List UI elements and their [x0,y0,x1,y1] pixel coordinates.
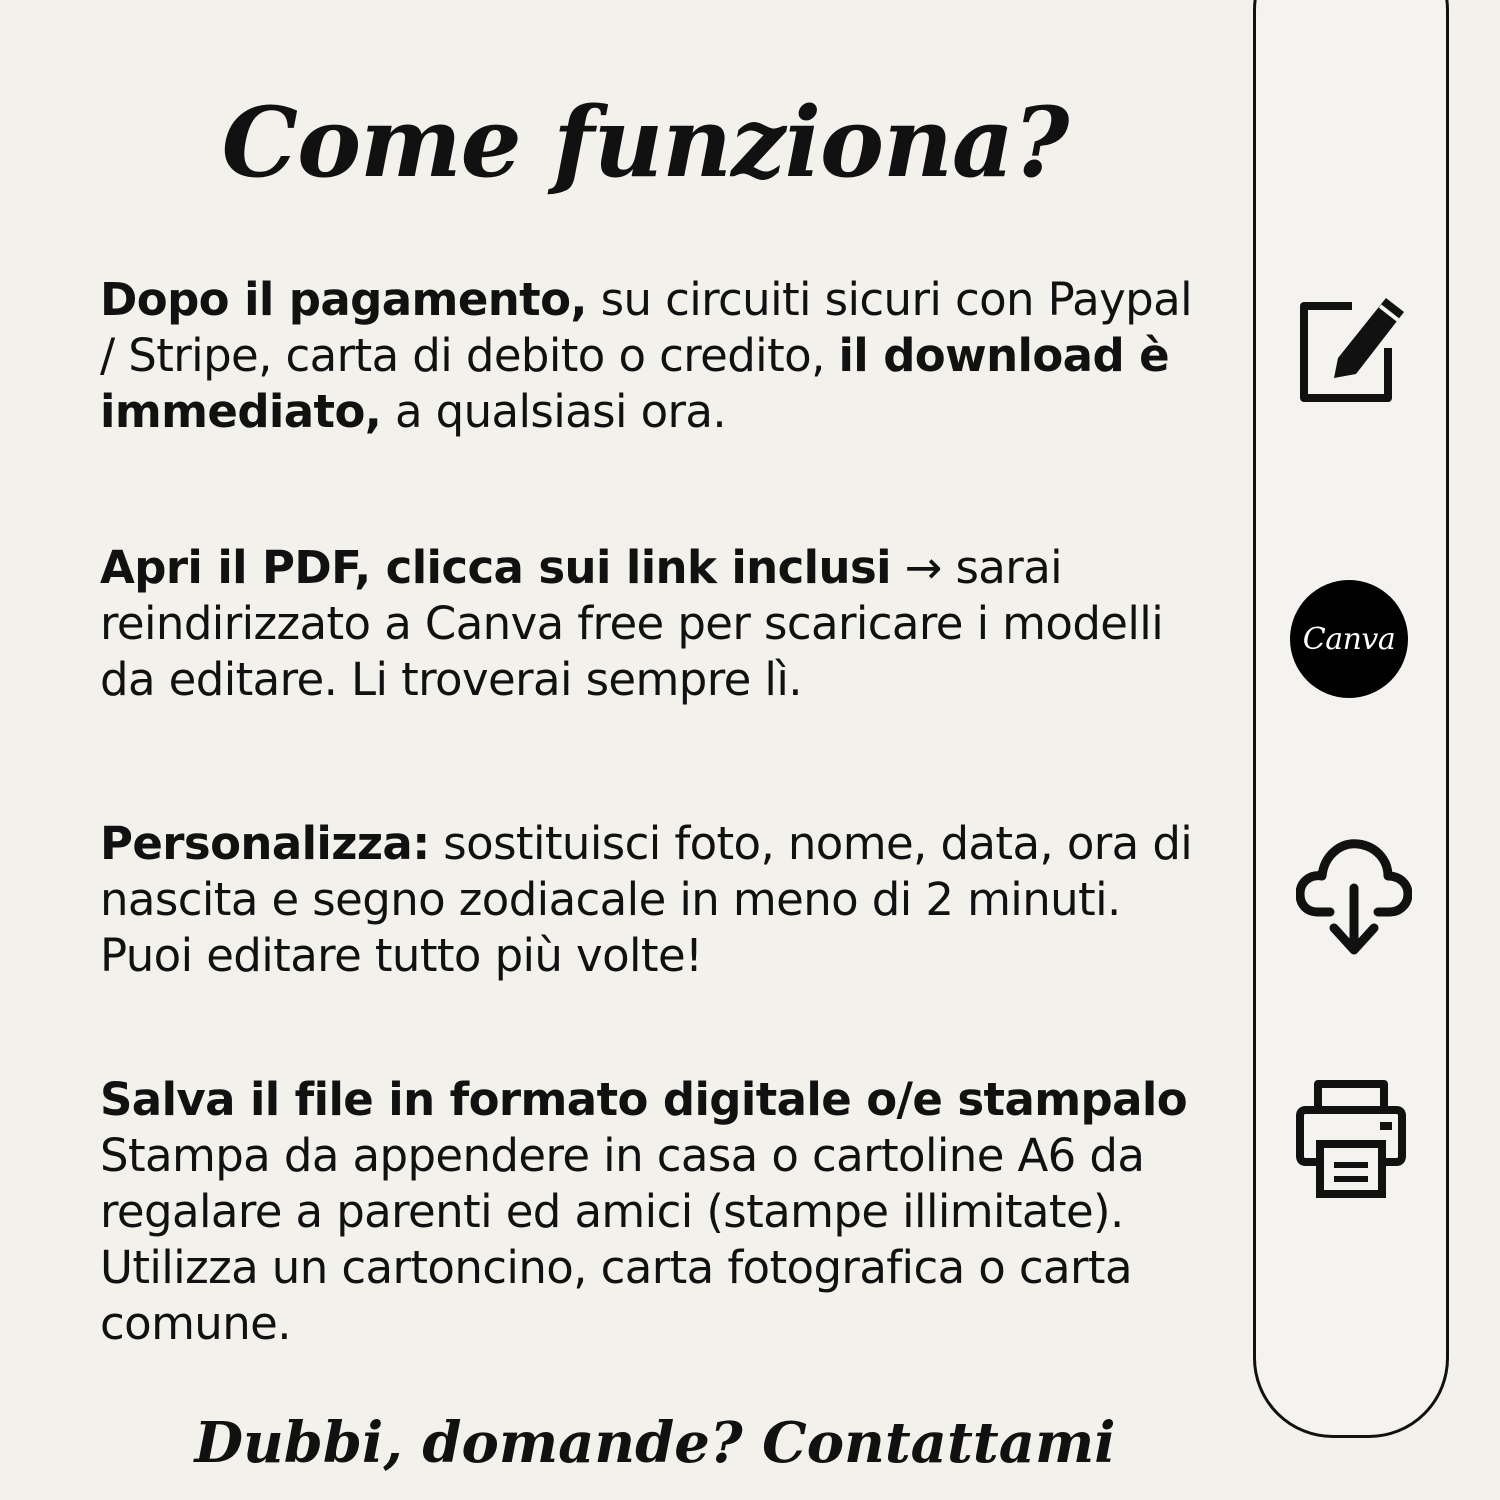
canva-logo-icon: Canva [1290,580,1408,698]
step-payment-text-b: a qualsiasi ora. [381,385,727,438]
step-save-print-text: Stampa da appendere in casa o cartoline A6 da regalare a parenti ed amici (stampe illimitate). Utilizza un cartoncino, carta fotografica o carta comune. [100,1129,1145,1350]
step-payment-bold-b: il download è immediato, [100,329,1170,438]
printer-icon [1296,1078,1406,1198]
step-customize-bold: Personalizza: [100,817,430,870]
step-payment [100,272,1220,440]
edit-icon [1290,288,1414,406]
page-title: Come funziona? [221,86,1069,199]
step-save-print-bold: Salva il file in formato digitale o/e stampalo [100,1073,1188,1126]
icon-rail [1253,0,1449,1438]
step-open-pdf [100,540,1220,708]
step-open-pdf-bold: Apri il PDF, clicca sui link inclusi [100,541,891,594]
cloud-download-icon [1296,834,1412,958]
step-payment-text-a: su circuiti sicuri con Paypal / Stripe, carta di debito o credito, [100,273,1193,382]
step-customize-text: sostituisci foto, nome, data, ora di nascita e segno zodiacale in meno di 2 minuti. Puoi editare tutto più volte! [100,817,1193,982]
contact-footer[interactable]: Dubbi, domande? Contattami [194,1410,1116,1476]
step-payment-bold-a: Dopo il pagamento, [100,273,587,326]
step-save-print [100,1072,1220,1352]
step-customize [100,816,1220,984]
step-open-pdf-text: → sarai reindirizzato a Canva free per scaricare i modelli da editare. Li troverai sempre lì. [100,541,1164,706]
